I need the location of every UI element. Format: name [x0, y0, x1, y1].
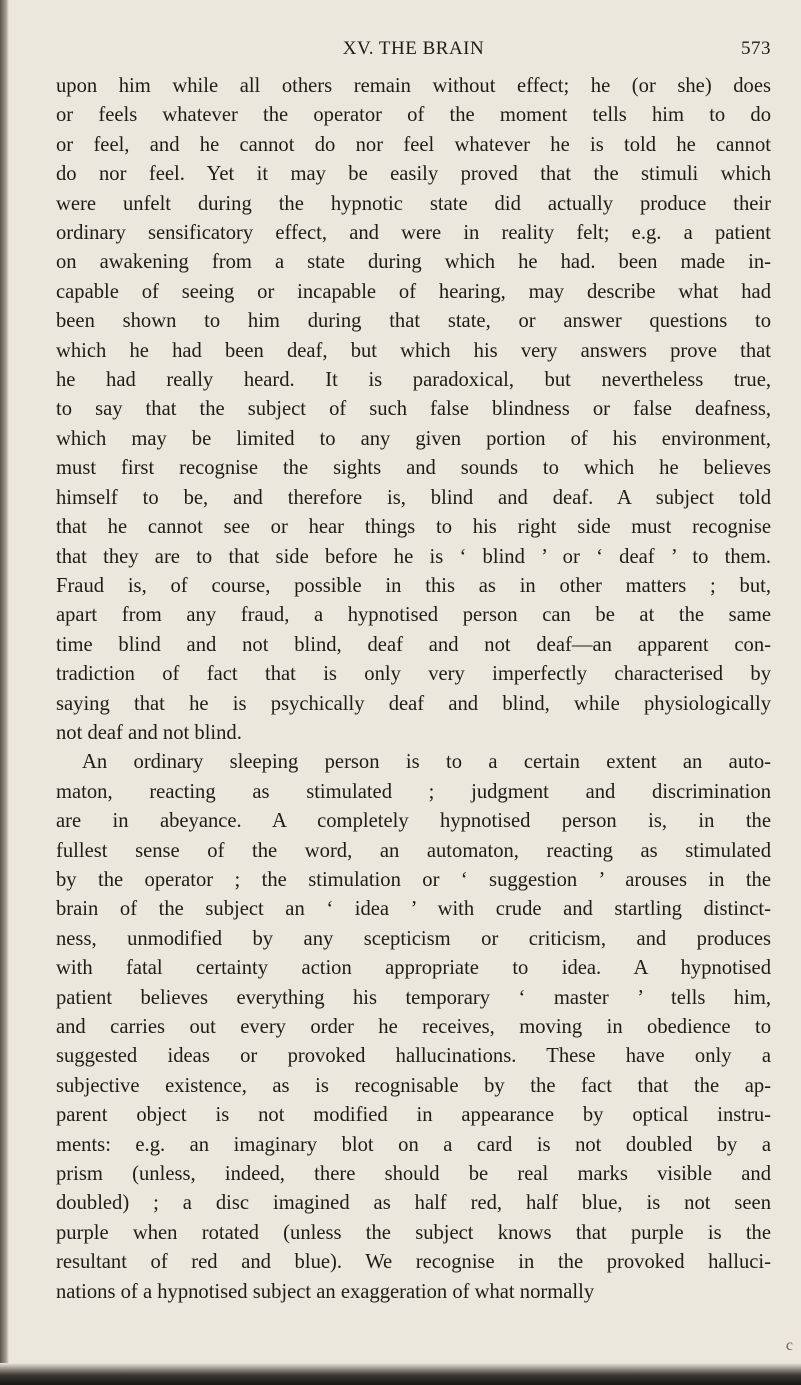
text-line: tradiction of fact that is only very imperfectly characterised by	[56, 663, 771, 686]
text-line: time blind and not blind, deaf and not deaf—an apparent con-	[56, 633, 771, 656]
text-line: resultant of red and blue). We recognise in the provoked halluci-	[56, 1251, 771, 1274]
text-line: prism (unless, indeed, there should be real marks visible and	[56, 1163, 771, 1186]
text-line: are in abeyance. A completely hypnotised person is, in the	[56, 810, 771, 833]
text-line: that they are to that side before he is ‘ blind ’ or ‘ deaf ’ to them.	[56, 545, 771, 568]
text-line: to say that the subject of such false blindness or false deafness,	[56, 398, 771, 421]
text-line: himself to be, and therefore is, blind and deaf. A subject told	[56, 486, 771, 509]
corner-mark: c	[785, 1337, 793, 1354]
text-line: fullest sense of the word, an automaton, reacting as stimulated	[56, 839, 771, 862]
text-line: Fraud is, of course, possible in this as in other matters ; but,	[56, 574, 771, 597]
chapter-title: XV. THE BRAIN	[342, 38, 485, 59]
paragraph-2	[56, 748, 771, 1307]
text-line: parent object is not modified in appearance by optical instru-	[56, 1104, 771, 1127]
running-head	[56, 38, 771, 72]
text-line: were unfelt during the hypnotic state did actually produce their	[56, 192, 771, 215]
text-line: on awakening from a state during which he had. been made in-	[56, 251, 771, 274]
text-line: upon him while all others remain without effect; he (or she) does	[56, 75, 771, 97]
text-line: which he had been deaf, but which his very answers prove that	[56, 339, 771, 362]
book-page	[56, 38, 771, 1307]
text-line: and carries out every order he receives, moving in obedience to	[56, 1016, 771, 1038]
text-line: ness, unmodified by any scepticism or criticism, and produces	[56, 927, 771, 950]
text-line: nations of a hypnotised subject an exaggeration of what normally	[56, 1280, 595, 1303]
text-line: he had really heard. It is paradoxical, but nevertheless true,	[56, 369, 771, 392]
text-line: patient believes everything his temporary ‘ master ’ tells him,	[56, 986, 771, 1009]
text-line: not deaf and not blind.	[56, 721, 242, 744]
text-line: apart from any fraud, a hypnotised person can be at the same	[56, 604, 771, 627]
text-line: ordinary sensificatory effect, and were in reality felt; e.g. a patient	[56, 222, 771, 245]
text-line: brain of the subject an ‘ idea ’ with crude and startling distinct-	[56, 898, 771, 921]
text-line: with fatal certainty action appropriate to idea. A hypnotised	[56, 957, 771, 980]
text-line: suggested ideas or provoked hallucinations. These have only a	[56, 1045, 771, 1068]
text-line: An ordinary sleeping person is to a certain extent an auto-	[82, 751, 771, 774]
text-line: by the operator ; the stimulation or ‘ suggestion ’ arouses in the	[56, 868, 771, 891]
text-line: or feels whatever the operator of the moment tells him to do	[56, 104, 771, 127]
text-line: been shown to him during that state, or answer questions to	[56, 310, 771, 333]
page-bottom-shadow	[0, 1363, 801, 1385]
text-line: or feel, and he cannot do nor feel whatever he is told he cannot	[56, 133, 771, 156]
text-line: that he cannot see or hear things to his right side must recognise	[56, 516, 771, 539]
text-line: capable of seeing or incapable of hearing, may describe what had	[56, 280, 771, 303]
text-line: maton, reacting as stimulated ; judgment and discrimination	[56, 780, 771, 803]
text-line: doubled) ; a disc imagined as half red, half blue, is not seen	[56, 1192, 771, 1215]
page-number: 573	[741, 38, 771, 59]
text-line: must first recognise the sights and sounds to which he believes	[56, 457, 771, 480]
page-left-shadow	[0, 0, 9, 1385]
paragraph-1	[56, 72, 771, 748]
text-line: purple when rotated (unless the subject knows that purple is the	[56, 1221, 771, 1244]
text-line: which may be limited to any given portion of his environment,	[56, 427, 771, 450]
text-line: ments: e.g. an imaginary blot on a card is not doubled by a	[56, 1133, 771, 1156]
text-line: do nor feel. Yet it may be easily proved that the stimuli which	[56, 163, 771, 186]
text-line: saying that he is psychically deaf and blind, while physiologically	[56, 692, 771, 715]
text-line: subjective existence, as is recognisable by the fact that the ap-	[56, 1074, 771, 1097]
